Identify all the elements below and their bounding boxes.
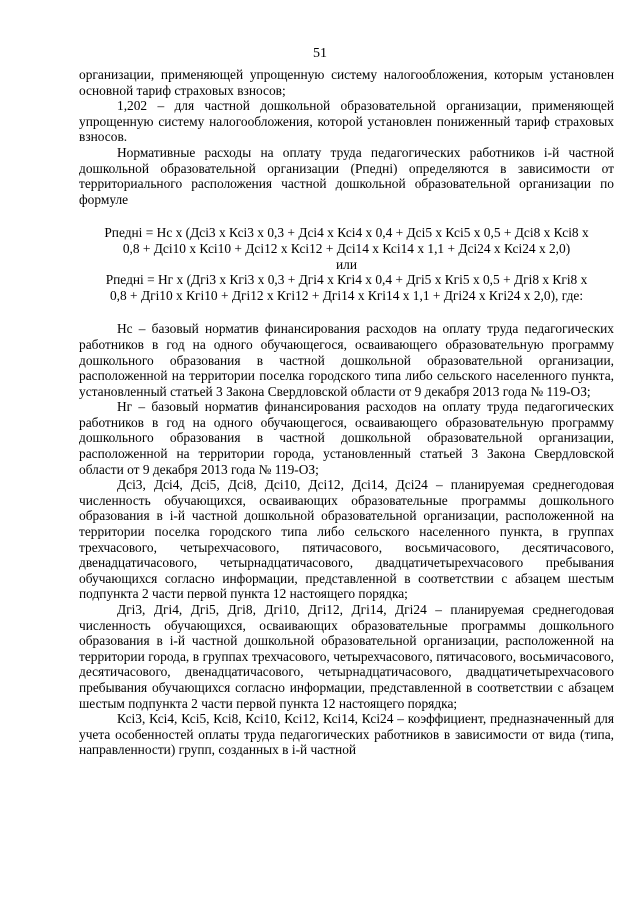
document-body — [79, 67, 614, 758]
page-number: 51 — [313, 46, 327, 61]
formula-rural-line2: 0,8 + Дсі10 х Ксі10 + Дсі12 х Ксі12 + Дсі14 х Ксі14 х 1,1 + Дсі24 х Ксі24 х 2,0) — [122, 240, 571, 256]
paragraph-normative-expenses: Нормативные расходы на оплату труда педагогических работников i-й частной дошкольной образовательной организации (Рпедні) определяются в зависимости от территориального расположения частной дошкольной образовательной организации по формуле — [79, 144, 614, 207]
formula-rural-line1: Рпедні = Нс х (Дсі3 х Ксі3 х 0,3 + Дсі4 х Ксі4 х 0,4 + Дсі5 х Ксі5 х 0,5 + Дсі8 х Ксі8 х — [104, 225, 589, 241]
formula-or: или — [335, 256, 357, 272]
formula-urban-line1: Рпедні = Нг х (Дгі3 х Кгі3 х 0,3 + Дгі4 х Кгі4 х 0,4 + Дгі5 х Кгі5 х 0,5 + Дгі8 х Кгі8 х — [105, 272, 588, 288]
definition-dsi: Дсі3, Дсі4, Дсі5, Дсі8, Дсі10, Дсі12, Дсі14, Дсі24 – планируемая среднегодовая численность обучающихся, осваивающих образовательные программы дошкольного образования в i-й частной дошкольной образовательной организации, расположенной на территории поселка городского типа либо сельского населенного пункта, в группах трехчасового, четырехчасового, пятичасового, восьмичасового, десятичасового, двенадцатичасового, четырнадцатичасового, двадцатичетырехчасового пребывания обучающихся согласно информации, представленной в соответствии с абзацем шестым подпункта 2 части первой пункта 12 настоящего порядка; — [79, 477, 614, 602]
paragraph-tariff-reduced: 1,202 – для частной дошкольной образовательной организации, применяющей упрощенную систему налогообложения, которой установлен пониженный тариф страховых взносов. — [79, 98, 614, 145]
paragraph-continuation: организации, применяющей упрощенную систему налогообложения, которым установлен основной тариф страховых взносов; — [79, 67, 614, 98]
formula-urban-line2: 0,8 + Дгі10 х Кгі10 + Дгі12 х Кгі12 + Дгі14 х Кгі14 х 1,1 + Дгі24 х Кгі24 х 2,0), где: — [109, 287, 584, 303]
definition-nc: Нс – базовый норматив финансирования расходов на оплату труда педагогических работников в год на одного обучающегося, осваивающего образовательную программу дошкольного образования в частной дошкольной образовательной организации, расположенной на территории поселка городского типа либо сельского населенного пункта, установленный статьей 3 Закона Свердловской области от 9 декабря 2013 года № 119-ОЗ; — [79, 321, 614, 399]
definition-ksi: Ксі3, Ксі4, Ксі5, Ксі8, Ксі10, Ксі12, Ксі14, Ксі24 – коэффициент, предназначенный для учета особенностей оплаты труда педагогических работников в зависимости от вида (типа, направленности) групп, созданных в i-й частной — [79, 711, 614, 758]
definition-ng: Нг – базовый норматив финансирования расходов на оплату труда педагогических работников в год на одного обучающегося, осваивающего образовательную программу дошкольного образования в частной дошкольной образовательной организации, расположенной на территории города, установленный статьей 3 Закона Свердловской области от 9 декабря 2013 года № 119-ОЗ; — [79, 399, 614, 477]
definition-dgi: Дгі3, Дгі4, Дгі5, Дгі8, Дгі10, Дгі12, Дгі14, Дгі24 – планируемая среднегодовая численность обучающихся, осваивающих образовательные программы дошкольного образования в i-й частной дошкольной образовательной организации, расположенной на территории города, в группах трехчасового, четырехчасового, пятичасового, восьмичасового, десятичасового, двенадцатичасового, четырнадцатичасового, двадцатичетырехчасового пребывания обучающихся согласно информации, представленной в соответствии с абзацем шестым подпункта 2 части первой пункта 12 настоящего порядка; — [79, 602, 614, 711]
